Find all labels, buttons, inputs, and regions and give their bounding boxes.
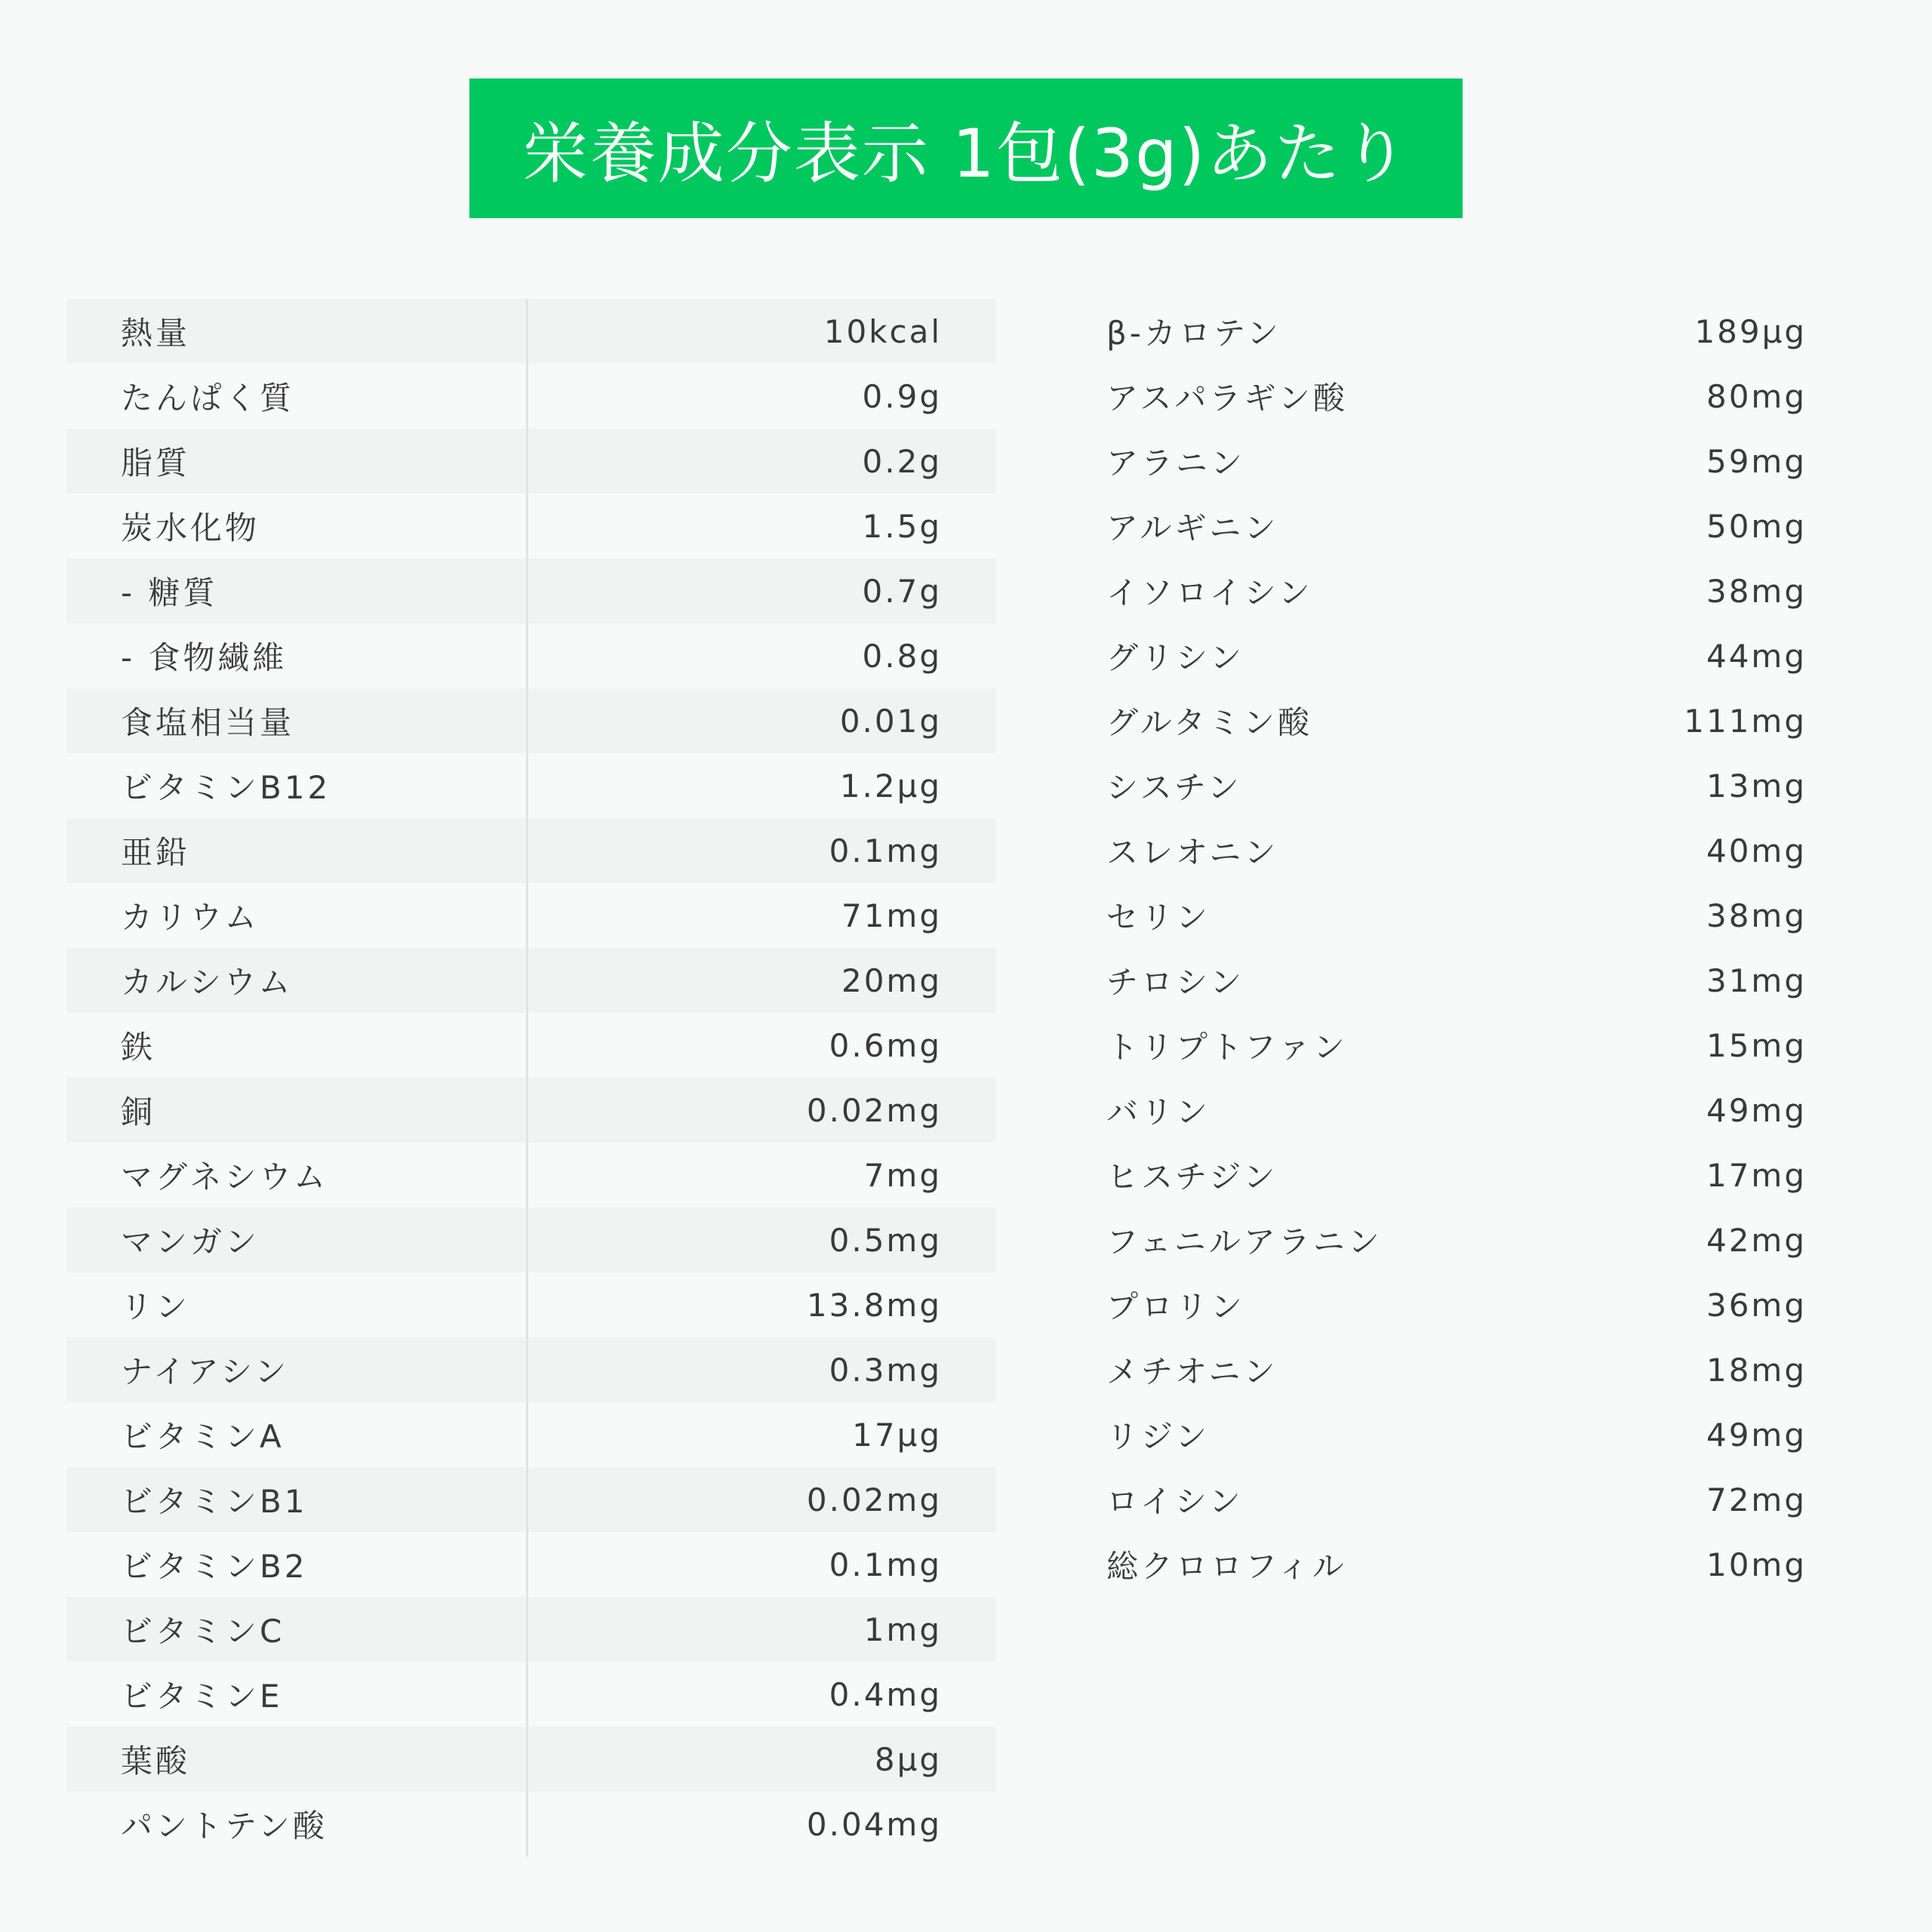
nutrient-name: リン [66,1272,528,1337]
table-row [1057,818,1811,883]
nutrient-value: 0.04mg [806,1805,942,1843]
nutrient-value: 0.3mg [829,1351,942,1389]
table-row [66,688,996,753]
table-row [66,1013,996,1078]
table-row [66,558,996,623]
table-row [1057,1078,1811,1143]
nutrient-name: ナイアシン [66,1337,528,1402]
nutrient-name: - 食物繊維 [66,623,528,688]
nutrient-name: ビタミンB2 [66,1532,528,1597]
nutrient-name: 葉酸 [66,1727,528,1792]
nutrient-value: 49mg [1706,1416,1807,1454]
nutrient-value: 17μg [852,1416,942,1454]
nutrient-name: アラニン [1106,445,1246,481]
nutrient-name: ビタミンE [66,1662,528,1727]
nutrient-name: チロシン [1106,964,1244,1001]
nutrient-name: たんぱく質 [66,364,528,429]
nutrient-name: 炭水化物 [66,494,528,558]
nutrient-name: パントテン酸 [66,1792,528,1857]
nutrient-value: 20mg [841,961,942,999]
title-banner [469,78,1463,218]
table-row [66,818,996,883]
table-row [1057,1402,1811,1467]
nutrient-value: 13.8mg [806,1286,942,1324]
nutrient-name: イソロイシン [1106,574,1313,611]
nutrient-value: 0.02mg [806,1481,942,1518]
nutrient-value: 40mg [1706,832,1807,869]
nutrient-value: 49mg [1706,1091,1807,1129]
table-row [1057,948,1811,1013]
table-row [1057,1013,1811,1078]
nutrient-name: ビタミンC [66,1597,528,1662]
table-row [66,299,996,364]
nutrient-name: フェニルアラニン [1106,1223,1383,1260]
nutrient-name: カルシウム [66,948,528,1013]
nutrient-name: β-カロテン [1106,315,1281,352]
nutrition-table-left [66,299,996,1857]
nutrient-value: 1.2μg [839,767,942,804]
nutrient-name: グリシン [1106,639,1244,676]
table-row [1057,1143,1811,1208]
table-row [1057,494,1811,558]
nutrient-value: 44mg [1706,637,1807,675]
nutrient-value: 0.2g [862,442,942,480]
nutrient-value: 38mg [1706,572,1807,610]
nutrient-value: 15mg [1706,1026,1807,1064]
nutrient-name: 鉄 [66,1013,528,1078]
nutrient-name: プロリン [1106,1288,1246,1325]
nutrient-value: 0.9g [862,377,942,415]
nutrient-name: ビタミンB12 [66,753,528,818]
nutrient-name: マグネシウム [66,1143,528,1208]
nutrient-value: 0.1mg [829,832,942,869]
nutrient-value: 36mg [1706,1286,1807,1324]
table-row [66,1143,996,1208]
nutrient-name: リジン [1106,1418,1210,1455]
table-row [1057,1467,1811,1532]
nutrient-value: 0.1mg [829,1546,942,1583]
nutrient-name: 銅 [66,1078,528,1143]
nutrient-value: 1.5g [862,507,942,545]
nutrient-name: グルタミン酸 [1106,704,1313,741]
table-row [66,1078,996,1143]
nutrient-name: 熱量 [66,299,528,364]
nutrient-value: 10kcal [823,312,942,350]
nutrient-value: 0.8g [862,637,942,675]
nutrient-name: スレオニン [1106,834,1279,871]
amino-acid-table-right [1057,299,1811,1597]
nutrient-name: アルギニン [1106,509,1279,546]
nutrient-value: 71mg [841,897,942,934]
table-row [66,429,996,494]
table-row [66,1727,996,1792]
table-row [1057,1208,1811,1272]
table-row [1057,558,1811,623]
table-row [66,753,996,818]
nutrient-value: 0.02mg [806,1091,942,1129]
nutrient-name: ビタミンA [66,1402,528,1467]
table-row [66,1337,996,1402]
table-row [66,1662,996,1727]
nutrient-name: ビタミンB1 [66,1467,528,1532]
nutrient-value: 0.7g [862,572,942,610]
nutrient-value: 0.5mg [829,1221,942,1259]
nutrient-value: 10mg [1706,1546,1807,1583]
nutrient-value: 0.4mg [829,1675,942,1713]
table-row [1057,688,1811,753]
nutrient-name: 亜鉛 [66,818,528,883]
table-row [66,1272,996,1337]
page-title: 栄養成分表示 1包(3g)あたり [521,114,1411,192]
table-row [66,1208,996,1272]
nutrient-value: 17mg [1706,1156,1807,1194]
table-row [66,1597,996,1662]
nutrient-name: メチオニン [1106,1353,1278,1390]
table-row [66,1402,996,1467]
table-row [1057,364,1811,429]
nutrient-name: シスチン [1106,769,1242,806]
table-row [66,494,996,558]
table-row [66,948,996,1013]
table-row [66,623,996,688]
table-row [66,364,996,429]
table-row [66,1467,996,1532]
table-row [1057,753,1811,818]
table-row [66,1532,996,1597]
table-row [1057,1532,1811,1597]
table-row [1057,1337,1811,1402]
nutrient-value: 18mg [1706,1351,1807,1389]
table-row [1057,429,1811,494]
nutrient-name: 脂質 [66,429,528,494]
nutrient-value: 38mg [1706,897,1807,934]
nutrient-value: 50mg [1706,507,1807,545]
nutrient-value: 111mg [1684,702,1807,740]
nutrient-value: 7mg [863,1156,942,1194]
nutrient-name: ロイシン [1106,1483,1244,1520]
nutrient-name: ヒスチジン [1106,1158,1278,1195]
nutrient-value: 1mg [863,1611,942,1648]
nutrient-value: 80mg [1706,377,1807,415]
nutrient-value: 31mg [1706,961,1807,999]
nutrient-value: 8μg [874,1740,942,1778]
nutrient-name: マンガン [66,1208,528,1272]
nutrient-name: セリン [1106,899,1211,936]
table-row [1057,883,1811,948]
table-row [66,883,996,948]
nutrient-value: 72mg [1706,1481,1807,1518]
table-row [1057,299,1811,364]
nutrient-value: 13mg [1706,767,1807,804]
nutrient-name: - 糖質 [66,558,528,623]
nutrient-value: 0.6mg [829,1026,942,1064]
nutrient-value: 189μg [1694,312,1807,350]
nutrient-value: 59mg [1706,442,1807,480]
nutrient-name: 食塩相当量 [66,688,528,753]
table-row [1057,1272,1811,1337]
table-row [1057,623,1811,688]
table-row [66,1792,996,1857]
nutrient-value: 42mg [1706,1221,1807,1259]
nutrient-name: バリン [1106,1094,1211,1131]
nutrient-name: 総クロロフィル [1106,1548,1347,1585]
nutrient-name: トリプトファン [1106,1029,1348,1066]
nutrient-name: アスパラギン酸 [1106,380,1348,417]
nutrient-name: カリウム [66,883,528,948]
nutrient-value: 0.01g [839,702,942,740]
